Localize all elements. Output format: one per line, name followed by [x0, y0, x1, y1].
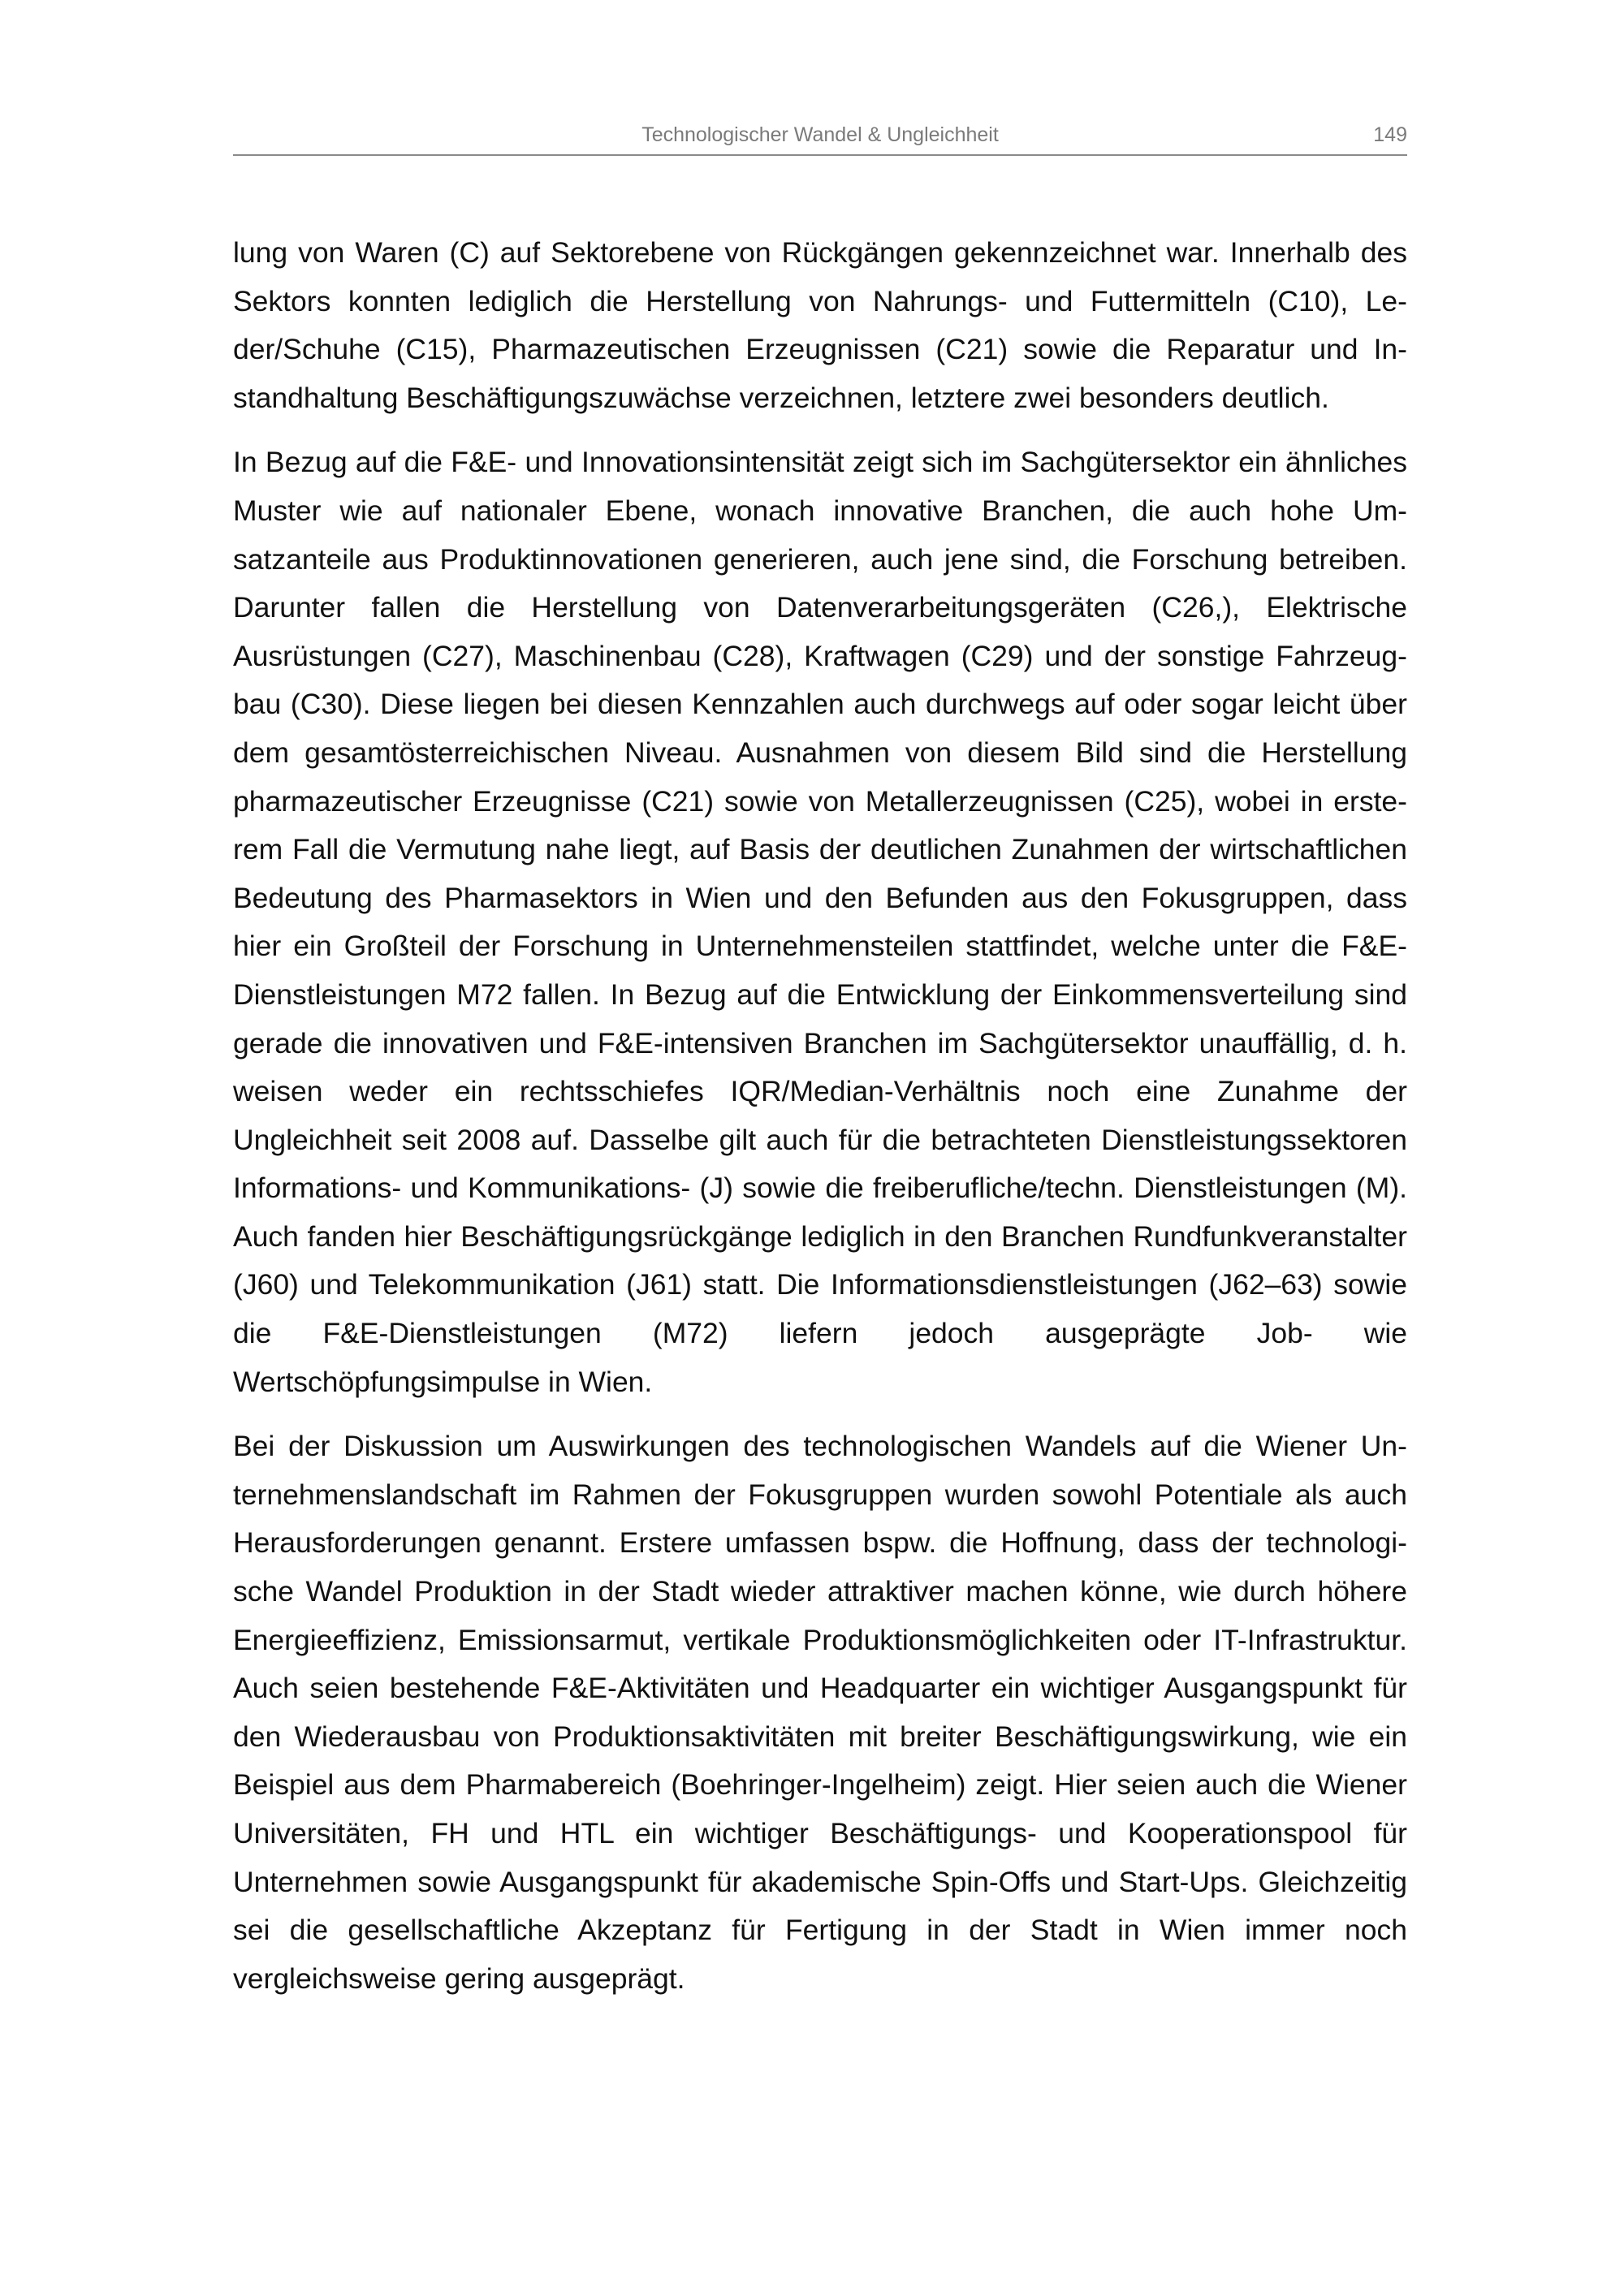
- paragraph-1: lung von Waren (C) auf Sektorebene von Rückgängen gekennzeichnet war. Innerhalb des Sektors konnten lediglich die Herstellung von Nahrungs- und Futtermitteln (C10), Leder/Schuhe (C15), Pharmazeutischen Erzeugnissen (C21) sowie die Reparatur und Instandhaltung Beschäftigungszuwächse verzeichnen, letztere zwei besonders deutlich.: [233, 236, 1407, 414]
- page-number: 149: [1373, 123, 1407, 146]
- paragraph-2: In Bezug auf die F&E- und Innovationsintensität zeigt sich im Sachgütersektor ein ähnliches Muster wie auf nationaler Ebene, wonach innovative Branchen, die auch hohe Umsatzanteile aus Produktinnovationen generieren, auch jene sind, die Forschung betreiben. Darunter fallen die Herstellung von Datenverarbeitungsgeräten (C26,), Elektrische Ausrüstungen (C27), Maschinenbau (C28), Kraftwagen (C29) und der sonstige Fahrzeugbau (C30). Diese liegen bei diesen Kennzahlen auch durchwegs auf oder sogar leicht über dem gesamtösterreichischen Niveau. Ausnahmen von diesem Bild sind die Herstellung pharmazeutischer Erzeugnisse (C21) sowie von Metallerzeugnissen (C25), wobei in ersterem Fall die Vermutung nahe liegt, auf Basis der deutlichen Zunahmen der wirtschaftlichen Bedeutung des Pharmasektors in Wien und den Befunden aus den Fokusgruppen, dass hier ein Großteil der Forschung in Unternehmensteilen stattfindet, welche unter die F&E-Dienstleistungen M72 fallen. In Bezug auf die Entwicklung der Einkommensverteilung sind gerade die innovativen und F&E-intensiven Branchen im Sachgütersektor unauffällig, d. h. weisen weder ein rechtsschiefes IQR/Median-Verhältnis noch eine Zunahme der Ungleichheit seit 2008 auf. Dasselbe gilt auch für die betrachteten Dienstleistungssektoren Informations- und Kommunikations- (J) sowie die freiberufliche/techn. Dienstleistungen (M). Auch fanden hier Beschäftigungsrückgänge lediglich in den Branchen Rundfunkveranstalter (J60) und Telekommunikation (J61) statt. Die Informationsdienstleistungen (J62–63) sowie die F&E-Dienstleistungen (M72) liefern jedoch ausgeprägte Job- wie Wertschöpfungsimpulse in Wien.: [233, 446, 1407, 1398]
- running-header: [233, 122, 1407, 156]
- running-title: Technologischer Wandel & Ungleichheit: [641, 123, 999, 146]
- paragraph-3: Bei der Diskussion um Auswirkungen des technologischen Wandels auf die Wiener Unternehmenslandschaft im Rahmen der Fokusgruppen wurden sowohl Potentiale als auch Herausforderungen genannt. Erstere umfassen bspw. die Hoffnung, dass der technologische Wandel Produktion in der Stadt wieder attraktiver machen könne, wie durch höhere Energieeffizienz, Emissionsarmut, vertikale Produktionsmöglichkeiten oder IT-Infrastruktur. Auch seien bestehende F&E-Aktivitäten und Headquarter ein wichtiger Ausgangspunkt für den Wiederausbau von Produktionsaktivitäten mit breiter Beschäftigungswirkung, wie ein Beispiel aus dem Pharmabereich (Boehringer-Ingelheim) zeigt. Hier seien auch die Wiener Universitäten, FH und HTL ein wichtiger Beschäftigungs- und Kooperationspool für Unternehmen sowie Ausgangspunkt für akademische Spin-Offs und Start-Ups. Gleichzeitig sei die gesellschaftliche Akzeptanz für Fertigung in der Stadt in Wien immer noch vergleichsweise gering ausgeprägt.: [233, 1430, 1407, 1995]
- body-text: [233, 229, 1407, 2019]
